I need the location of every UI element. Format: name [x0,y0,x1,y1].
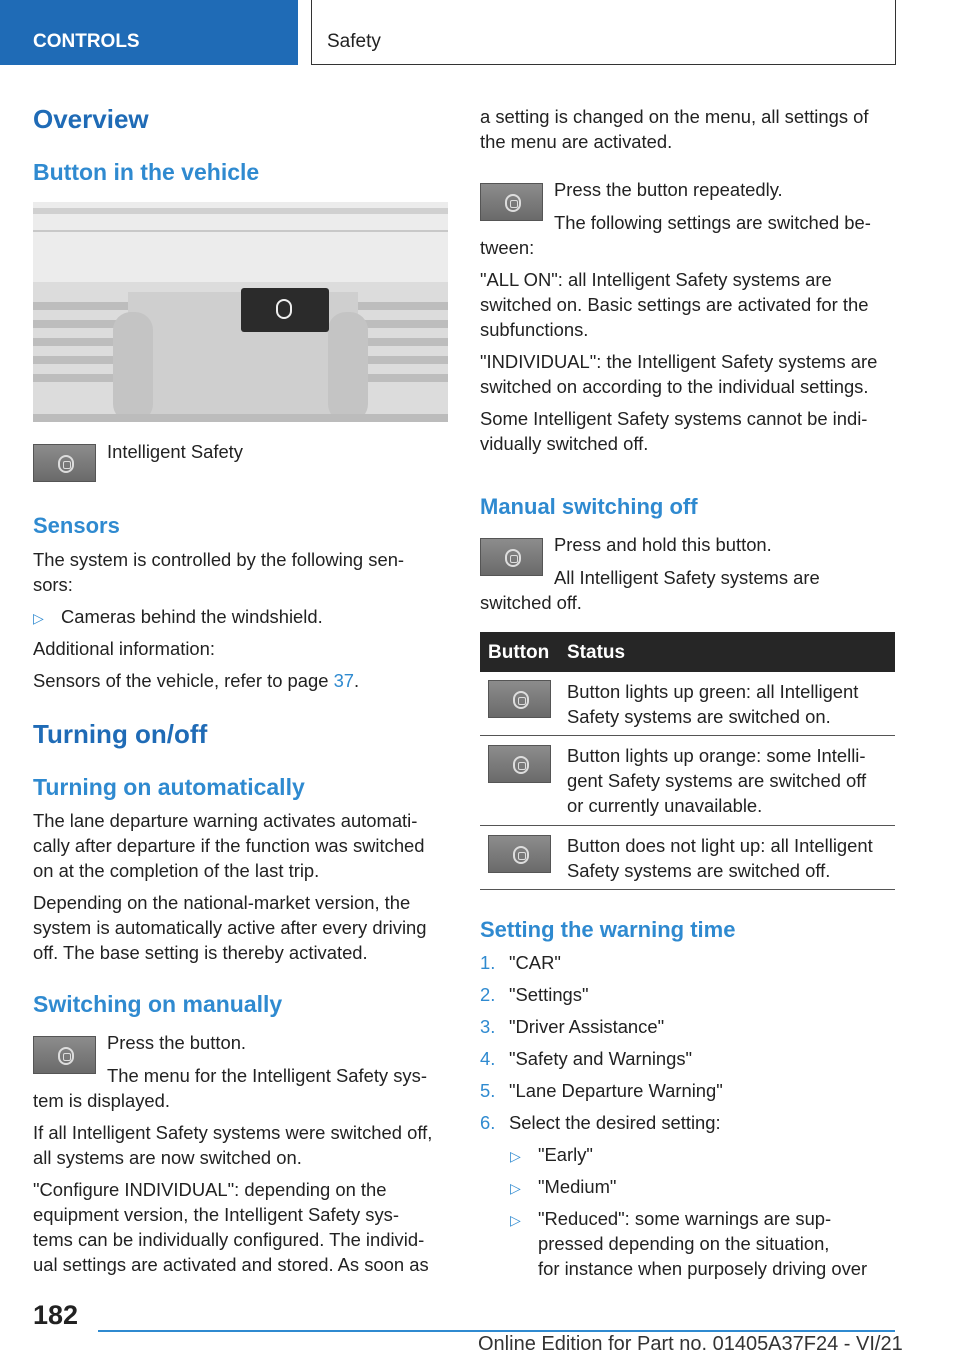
step-text: "Settings" [509,984,589,1005]
individual-text-2: switched on according to the individual settings. [480,376,869,397]
step-number: 3. [480,1016,496,1037]
bullet-triangle-icon: ▷ [33,610,44,626]
cfg-text-2: equipment version, the Intelligent Safety sys- [33,1204,399,1225]
sub-item [510,1174,617,1201]
heading-sensors: Sensors [33,513,120,538]
list-item [480,982,589,1007]
sub-text: "Early" [538,1144,593,1165]
allon-text-2: switched on. Basic settings are activated for the [480,294,869,315]
step-text: Select the desired setting: [509,1112,721,1133]
heading-button-vehicle: Button in the vehicle [33,159,260,185]
press-hold: Press and hold this button. [554,534,772,555]
row1-text-2: Safety systems are switched on. [567,706,831,727]
list-item [480,1078,723,1103]
some-text-1: Some Intelligent Safety systems cannot be indi- [480,408,868,429]
step-number: 5. [480,1080,496,1101]
footer-divider [98,1330,895,1332]
heading-turning: Turning on/off [33,719,208,749]
header-section: CONTROLS [0,0,298,65]
additional-info: Additional information: [33,638,215,659]
some-text-2: vidually switched off. [480,433,649,454]
step-number: 2. [480,984,496,1005]
intelligent-safety-button-icon [33,444,96,482]
row2-text-2: gent Safety systems are switched off [567,770,867,791]
sub-item [510,1142,593,1169]
row-divider [480,735,895,736]
list-item [480,1110,721,1135]
ref-text: Sensors of the vehicle, refer to page [33,670,334,691]
heading-manual-off: Manual switching off [480,494,698,519]
table-header [480,632,895,672]
row-divider [480,825,895,826]
follow-text-2: tween: [480,237,535,258]
list-item [480,1046,693,1071]
list-item [480,1014,665,1039]
step-number: 1. [480,952,496,973]
cfg-text-3: tems can be individually configured. The individ- [33,1229,425,1250]
footer-edition: Online Edition for Part no. 01405A37F24 - VI/21 [478,1333,903,1355]
if-text-1: If all Intelligent Safety systems were switched off, [33,1122,433,1143]
bullet-triangle-icon: ▷ [510,1212,521,1228]
step-text: "Lane Departure Warning" [509,1080,723,1101]
heading-warning-time: Setting the warning time [480,917,736,942]
cont-text-1: a setting is changed on the menu, all settings of [480,106,869,127]
follow-text-1: The following settings are switched be- [554,212,871,233]
bullet-triangle-icon: ▷ [510,1148,521,1164]
table-col-status: Status [567,642,626,663]
allon-text-3: subfunctions. [480,319,589,340]
dashboard-illustration [33,202,448,422]
cfg-text-4: ual settings are activated and stored. As soon as [33,1254,429,1275]
ref-end: . [354,670,360,691]
individual-text-1: "INDIVIDUAL": the Intelligent Safety systems are [480,351,878,372]
list-item [480,950,561,975]
heading-manual-on: Switching on manually [33,991,283,1017]
row3-text-1: Button does not light up: all Intelligent [567,835,873,856]
step-text: "Safety and Warnings" [509,1048,693,1069]
button-icon-hold [480,538,543,576]
auto-text-3: on at the completion of the last trip. [33,860,320,881]
alloff-text-1: All Intelligent Safety systems are [554,567,820,588]
alloff-text-2: switched off. [480,592,582,613]
auto-text-5: system is automatically active after every driving [33,917,427,938]
if-text-2: all systems are now switched on. [33,1147,302,1168]
sub-cont-1: pressed depending on the situation, [538,1233,830,1254]
sub-text: "Medium" [538,1176,617,1197]
allon-text-1: "ALL ON": all Intelligent Safety systems are [480,269,832,290]
header-chapter: Safety [311,0,896,65]
sensors-reference [33,668,359,693]
press-repeatedly: Press the button repeatedly. [554,179,783,200]
row2-text-3: or currently unavailable. [567,795,763,816]
table-col-button: Button [488,642,550,663]
step-text: "CAR" [509,952,561,973]
page-number: 182 [33,1300,79,1330]
auto-text-6: off. The base setting is thereby activated. [33,942,368,963]
sensors-bullet-text: Cameras behind the windshield. [61,606,323,627]
cfg-text-1: "Configure INDIVIDUAL": depending on the [33,1179,387,1200]
step-number: 4. [480,1048,496,1069]
row3-text-2: Safety systems are switched off. [567,860,831,881]
button-green-icon [488,680,551,718]
button-icon-manual-on [33,1036,96,1074]
heading-overview: Overview [33,104,149,134]
sub-text: "Reduced": some warnings are sup- [538,1208,832,1229]
auto-text-4: Depending on the national-market version, the [33,892,411,913]
auto-text-2: cally after departure if the function was switched [33,835,425,856]
bullet-triangle-icon: ▷ [510,1180,521,1196]
row2-text-1: Button lights up orange: some Intelli- [567,745,866,766]
row1-text-1: Button lights up green: all Intelligent [567,681,859,702]
button-icon-repeat [480,183,543,221]
step-text: "Driver Assistance" [509,1016,665,1037]
menu-text-1: The menu for the Intelligent Safety sys- [107,1065,427,1086]
button-caption: Intelligent Safety [107,441,243,462]
sub-item [510,1206,832,1233]
dashboard-photo [33,202,448,422]
step-number: 6. [480,1112,496,1133]
press-button: Press the button. [107,1032,247,1053]
sensors-text-1: The system is controlled by the following sen- [33,549,405,570]
cont-text-2: the menu are activated. [480,131,673,152]
button-off-icon [488,835,551,873]
sensors-text-2: sors: [33,574,73,595]
button-orange-icon [488,745,551,783]
auto-text-1: The lane departure warning activates automati- [33,810,418,831]
sub-cont-2: for instance when purposely driving over [538,1258,868,1279]
row-divider [480,889,895,890]
page-link[interactable]: 37 [333,670,355,691]
menu-text-2: tem is displayed. [33,1090,170,1111]
sensors-bullet [33,604,323,631]
heading-auto: Turning on automatically [33,774,305,800]
